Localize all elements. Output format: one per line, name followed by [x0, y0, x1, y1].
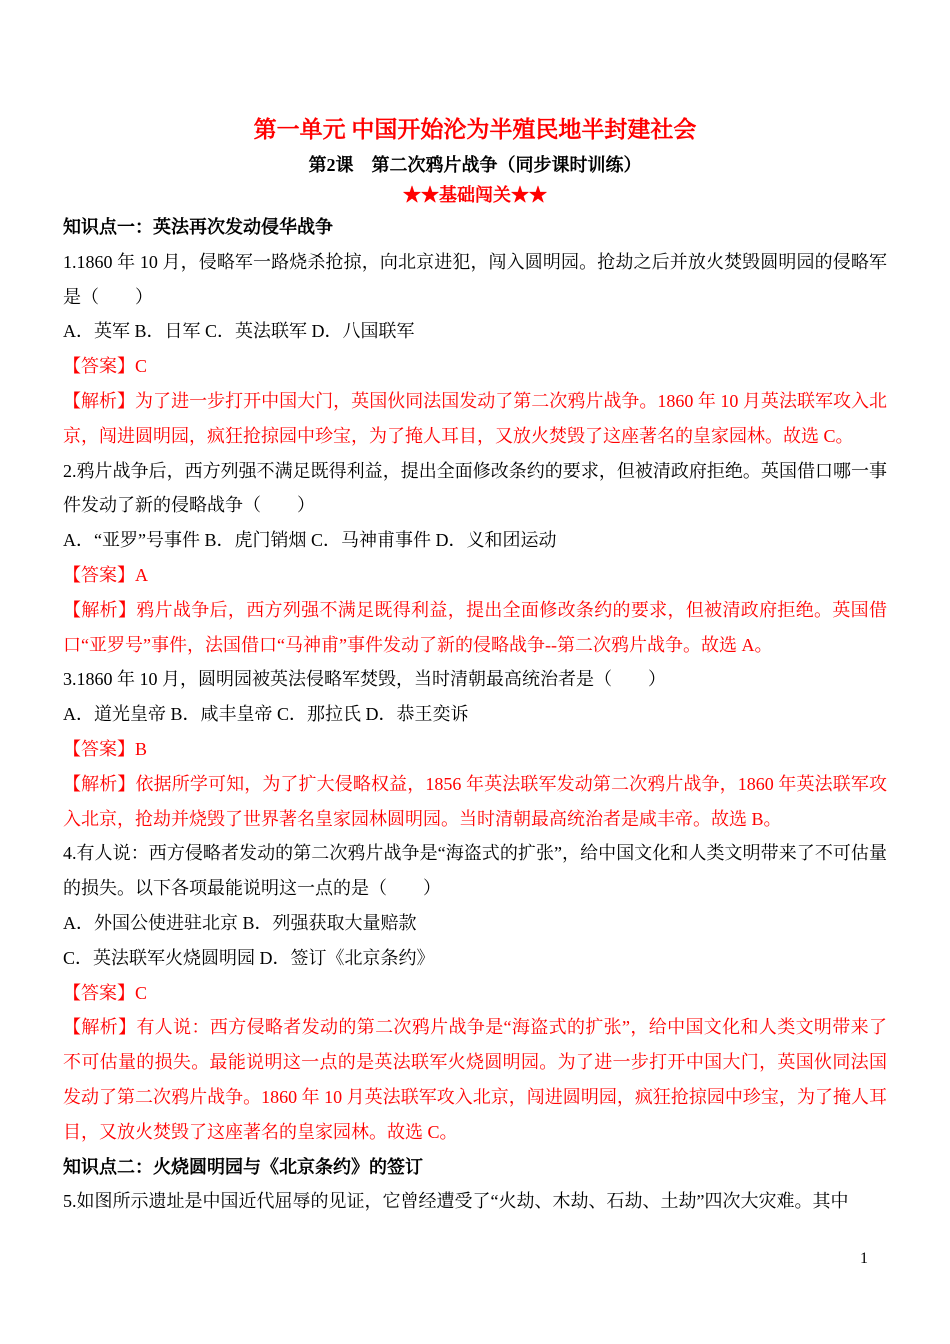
question-2-answer-line — [63, 558, 887, 593]
analysis-text: 依据所学可知，为了扩大侵略权益，1856 年英法联军发动第二次鸦片战争，1860 年英法联军攻入北京，抢劫并烧毁了世界著名皇家园林圆明园。当时清朝最高统治者是咸丰帝。故选 B。 — [63, 773, 888, 829]
analysis-text: 有人说：西方侵略者发动的第二次鸦片战争是“海盗式的扩张”，给中国文化和人类文明带来了不可估量的损失。最能说明这一点的是英法联军火烧圆明园。为了进一步打开中国大门，英国伙同法国发动了第二次鸦片战争。1860 年 10 月英法联军攻入北京，闯进圆明园，疯狂抢掠园中珍宝，为了掩人耳目，又放火焚毁了这座著名的皇家园林。故选 C。 — [63, 1017, 888, 1142]
page-number: 1 — [860, 1250, 868, 1267]
question-1-options: A．英军 B．日军 C．英法联军 D．八国联军 — [63, 321, 415, 342]
answer-value: A — [135, 564, 148, 585]
question-4-analysis-line — [63, 1010, 887, 1149]
answer-label: 【答案】 — [63, 356, 135, 377]
document-body — [63, 210, 887, 1219]
question-3-answer-line — [63, 732, 887, 767]
question-1-stem: 1.1860 年 10 月，侵略军一路烧杀抢掠，向北京进犯，闯入圆明园。抢劫之后并放火焚毁圆明园的侵略军是（ ） — [63, 251, 887, 307]
question-4-options-line-2: C．英法联军火烧圆明园 D．签订《北京条约》 — [63, 947, 435, 968]
knowledge-point-2-heading: 知识点二：火烧圆明园与《北京条约》的签订 — [63, 1156, 423, 1177]
question-5-stem: 5.如图所示遗址是中国近代屈辱的见证，它曾经遭受了“火劫、木劫、石劫、土劫”四次大灾难。其中 — [63, 1191, 849, 1212]
answer-label: 【答案】 — [63, 738, 135, 759]
analysis-text: 为了进一步打开中国大门，英国伙同法国发动了第二次鸦片战争。1860 年 10 月英法联军攻入北京，闯进圆明园，疯狂抢掠园中珍宝，为了掩人耳目，又放火焚毁了这座著名的皇家园林。故选 C。 — [63, 390, 887, 446]
analysis-label: 【解析】 — [63, 773, 136, 794]
analysis-label: 【解析】 — [63, 1017, 137, 1038]
question-3-stem: 3.1860 年 10 月，圆明园被英法侵略军焚毁，当时清朝最高统治者是（ ） — [63, 669, 666, 690]
answer-label: 【答案】 — [63, 982, 135, 1003]
question-4-answer-line — [63, 976, 887, 1011]
analysis-text: 鸦片战争后，西方列强不满足既得利益，提出全面修改条约的要求，但被清政府拒绝。英国借口“亚罗号”事件，法国借口“马神甫”事件发动了新的侵略战争--第二次鸦片战争。故选 A。 — [63, 599, 888, 655]
question-4-options-line-1: A．外国公使进驻北京 B．列强获取大量赔款 — [63, 912, 417, 933]
answer-value: C — [135, 356, 148, 377]
knowledge-point-1-heading: 知识点一：英法再次发动侵华战争 — [63, 217, 333, 237]
question-3-options: A．道光皇帝 B．咸丰皇帝 C．那拉氏 D．恭王奕诉 — [63, 704, 469, 725]
question-1-answer-line — [63, 349, 887, 384]
question-2-analysis-line — [63, 593, 887, 663]
analysis-label: 【解析】 — [63, 599, 137, 620]
question-3-analysis-line — [63, 767, 887, 837]
question-1-analysis-line — [63, 384, 887, 454]
analysis-label: 【解析】 — [63, 390, 136, 411]
question-2-options: A．“亚罗”号事件 B．虎门销烟 C．马神甫事件 D．义和团运动 — [63, 530, 557, 551]
question-4-stem: 4.有人说：西方侵略者发动的第二次鸦片战争是“海盗式的扩张”，给中国文化和人类文明带来了不可估量的损失。以下各项最能说明这一点的是（ ） — [63, 843, 887, 899]
question-2-stem: 2.鸦片战争后，西方列强不满足既得利益，提出全面修改条约的要求，但被清政府拒绝。英国借口哪一事件发动了新的侵略战争（ ） — [63, 460, 887, 516]
unit-title: 第一单元 中国开始沦为半殖民地半封建社会 — [253, 117, 697, 142]
lesson-title: 第2课 第二次鸦片战争（同步课时训练） — [308, 155, 642, 175]
answer-value: C — [135, 982, 148, 1003]
answer-value: B — [135, 738, 148, 759]
answer-label: 【答案】 — [63, 564, 135, 585]
section-banner: ★★基础闯关★★ — [403, 185, 547, 205]
